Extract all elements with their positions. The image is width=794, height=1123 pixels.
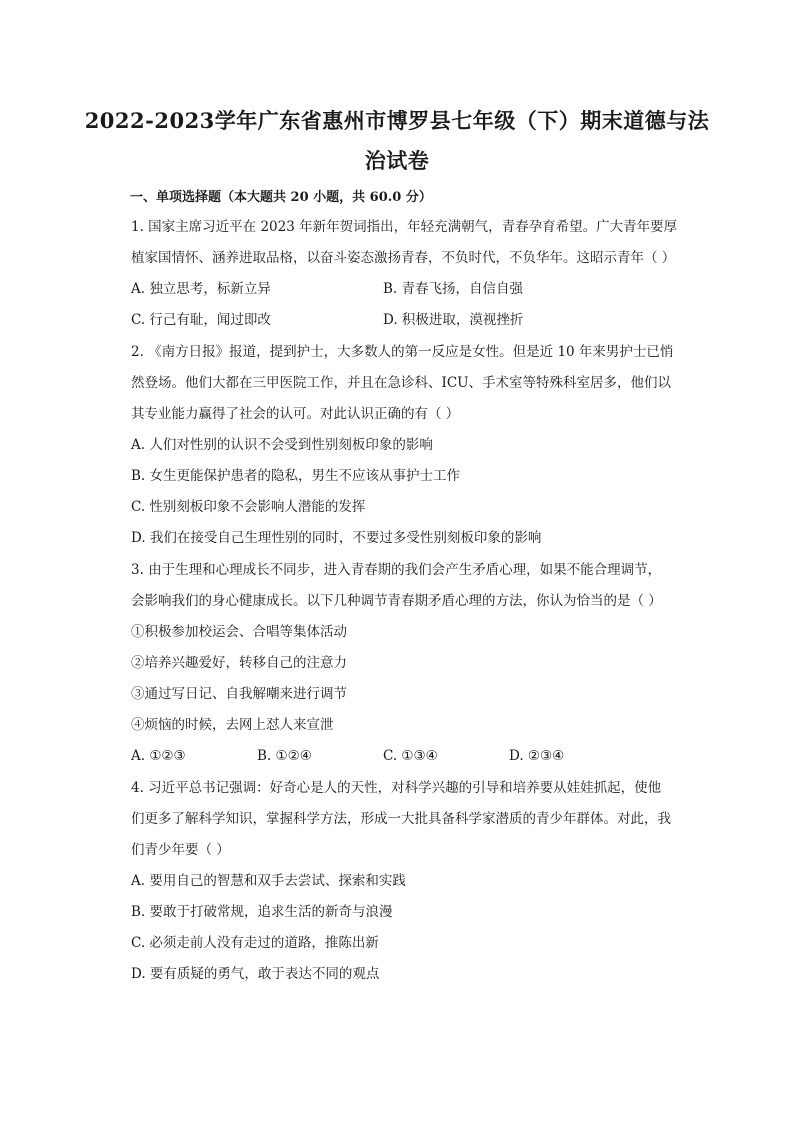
question-1-stem-line-2: 植家国情怀、涵养进取品格，以奋斗姿态激扬青春，不负时代，不负华年。这昭示青年（ ） [131, 250, 676, 266]
question-4-option-d: D. 要有质疑的勇气，敢于表达不同的观点 [131, 966, 380, 982]
question-1-option-d: D. 积极进取，漠视挫折 [383, 312, 524, 328]
question-3-statement-2: ②培养兴趣爱好，转移自己的注意力 [131, 655, 347, 671]
section-heading: 一、单项选择题（本大题共 20 小题，共 60.0 分） [130, 190, 432, 205]
question-3-option-d: D. ②③④ [509, 748, 565, 764]
question-2-option-b: B. 女生更能保护患者的隐私，男生不应该从事护士工作 [131, 468, 461, 484]
question-3-stem-line-1: 3. 由于生理和心理成长不同步，进入青春期的我们会产生矛盾心理，如果不能合理调节， [131, 562, 662, 578]
question-4-stem-line-2: 们更多了解科学知识，掌握科学方法，形成一大批具备科学家潜质的青少年群体。对此，我 [131, 811, 671, 827]
question-3-option-c: C. ①③④ [383, 748, 438, 764]
question-1-option-b: B. 青春飞扬，自信自强 [383, 281, 524, 297]
question-3-stem-line-2: 会影响我们的身心健康成长。以下几种调节青春期矛盾心理的方法，你认为恰当的是（ ） [131, 593, 662, 609]
question-1-option-a: A. 独立思考，标新立异 [131, 281, 271, 297]
exam-title-line-2: 治试卷 [364, 148, 430, 173]
question-3-option-b: B. ①②④ [257, 748, 312, 764]
question-4-option-c: C. 必须走前人没有走过的道路，推陈出新 [131, 935, 379, 951]
question-2-stem-line-3: 其专业能力赢得了社会的认可。对此认识正确的有（ ） [131, 406, 460, 422]
question-3-statement-1: ①积极参加校运会、合唱等集体活动 [131, 624, 347, 640]
exam-title-line-1: 2022-2023学年广东省惠州市博罗县七年级（下）期末道德与法 [84, 108, 710, 133]
question-4-stem-line-3: 们青少年要（ ） [131, 842, 230, 858]
question-3-option-a: A. ①②③ [131, 748, 186, 764]
question-2-option-c: C. 性别刻板印象不会影响人潜能的发挥 [131, 499, 366, 515]
question-4-option-b: B. 要敢于打破常规，追求生活的新奇与浪漫 [131, 904, 393, 920]
question-3-statement-3: ③通过写日记、自我解嘲来进行调节 [131, 686, 347, 702]
question-2-option-d: D. 我们在接受自己生理性别的同时，不要过多受性别刻板印象的影响 [131, 530, 542, 546]
question-4-option-a: A. 要用自己的智慧和双手去尝试、探索和实践 [131, 873, 406, 889]
question-1-option-c: C. 行己有耻，闻过即改 [131, 312, 271, 328]
question-2-option-a: A. 人们对性别的认识不会受到性别刻板印象的影响 [131, 437, 433, 453]
question-4-stem-line-1: 4. 习近平总书记强调：好奇心是人的天性，对科学兴趣的引导和培养要从娃娃抓起，使他 [131, 780, 662, 796]
question-2-stem-line-2: 然登场。他们大都在三甲医院工作，并且在急诊科、ICU、手术室等特殊科室居多，他们以 [131, 375, 672, 391]
question-3-statement-4: ④烦恼的时候，去网上怼人来宣泄 [131, 717, 334, 733]
question-2-stem-line-1: 2. 《南方日报》报道，提到护士，大多数人的第一反应是女性。但是近 10 年来男护士已悄 [131, 344, 674, 360]
question-1-stem-line-1: 1. 国家主席习近平在 2023 年新年贺词指出，年轻充满朝气，青春孕育希望。广大青年要厚 [131, 219, 678, 235]
